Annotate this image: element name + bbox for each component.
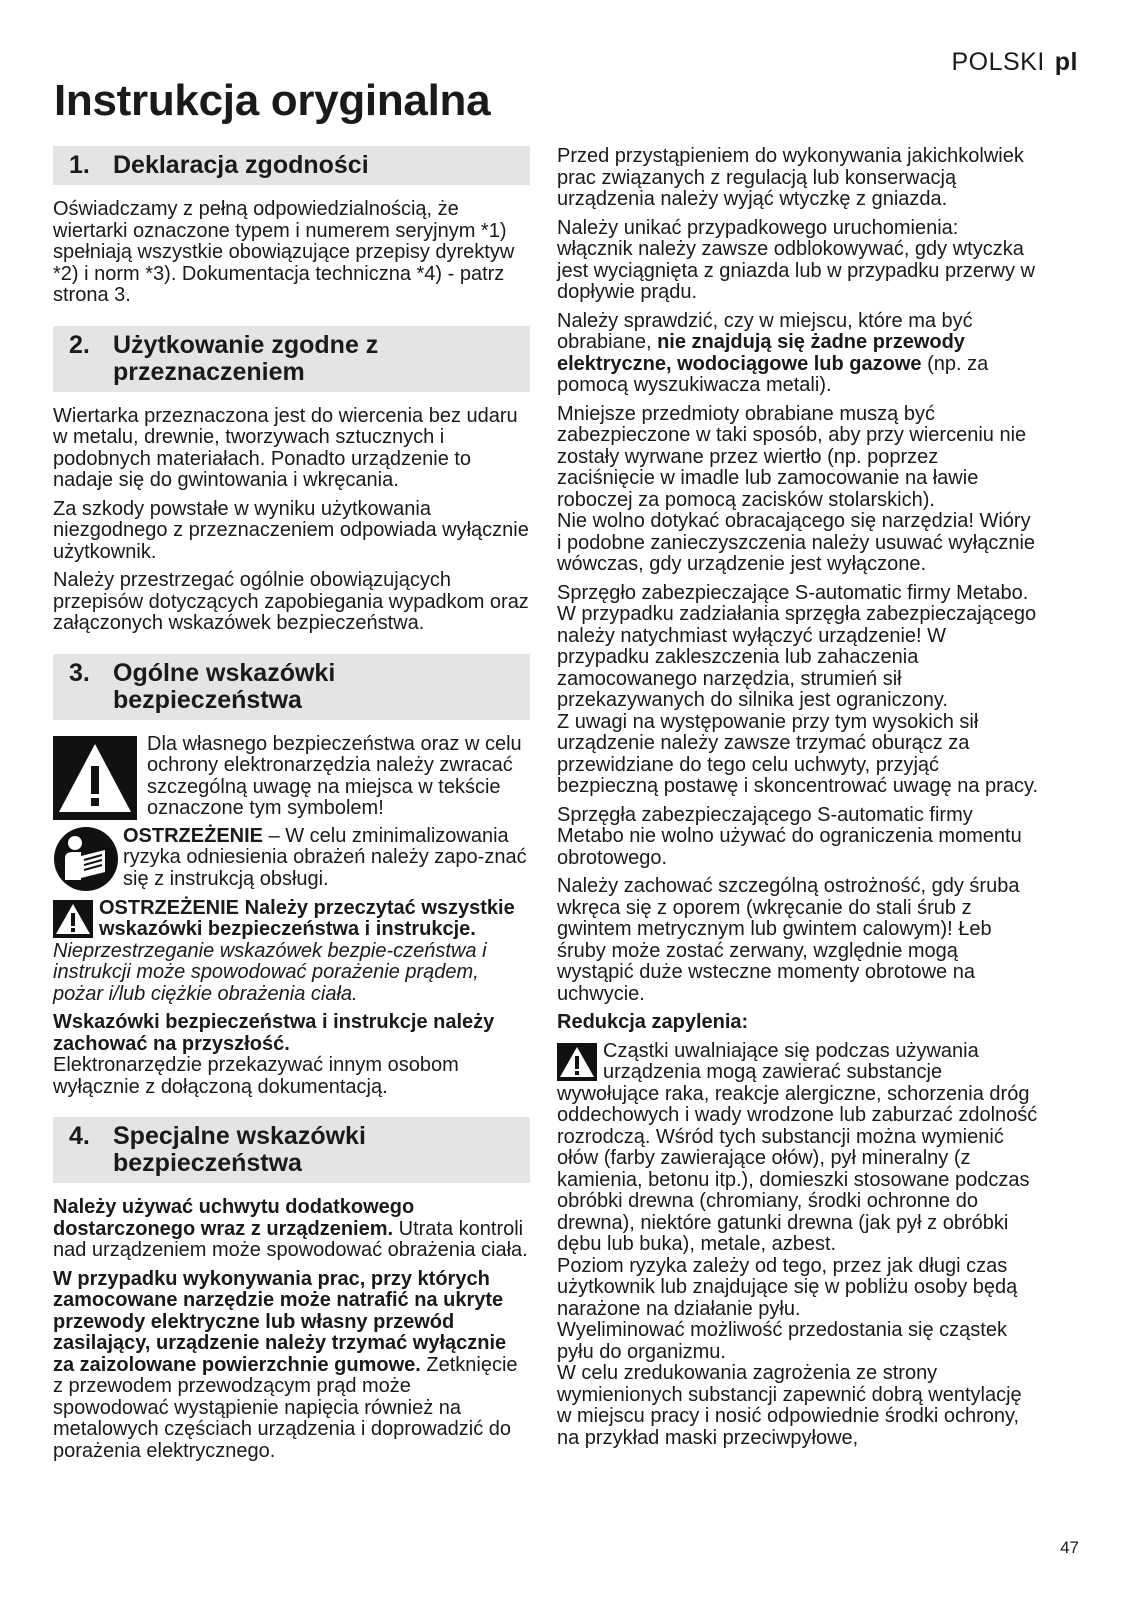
section-1-heading: 1. Deklaracja zgodności [53,146,530,185]
warning-triangle-icon [53,736,137,820]
language-label [951,48,1078,77]
dust-paragraph-3: Wyeliminować możliwość przedostania się cząstek pyłu do organizmu. [557,1319,1007,1363]
left-column [53,146,530,1469]
warning-1-label: OSTRZEŻENIE [123,824,264,847]
keep-instructions-text: Elektronarzędzie przekazywać innym osobom wyłącznie z dołączoną dokumentacją. [53,1054,459,1098]
symbol-explanation-text: Dla własnego bezpieczeństwa oraz w celu ochrony elektronarzędzia należy zwracać szczególną uwagę na miejsca w tekście oznaczone tym symbolem! [147,732,522,819]
right-paragraph-4b: Nie wolno dotykać obracającego się narzędzia! Wióry i podobne zanieczyszczenia należy usuwać wyłącznie wówczas, gdy urządzenie jest wyłączone. [557,510,1036,575]
section-4-paragraph-2: W przypadku wykonywania prac, przy których zamocowane narzędzie może natrafić na ukryte przewody elektryczne lub własny przewód zasilający, urządzenie należy trzymać wyłącznie za zaizolowane powierzchnie gumowe. Zetknięcie z przewodem przewodzącym prąd może spowodować wystąpienie napięcia również na metalowych częściach urządzenia i doprowadzić do porażenia elektrycznego. [53,1267,518,1462]
warning-triangle-small-icon [53,900,93,938]
right-paragraph-6: Sprzęgła zabezpieczającego S-automatic firmy Metabo nie wolno używać do ograniczenia momentu obrotowego. [557,803,1022,869]
dust-heading: Redukcja zapylenia: [557,1011,749,1033]
warning-triangle-small-icon [557,1043,597,1081]
section-4-paragraph-1: Należy używać uchwytu dodatkowego dostarczonego wraz z urządzeniem. Utrata kontroli nad urządzeniem może spowodować obrażenia ciała. [53,1196,528,1261]
keep-instructions-bold: Wskazówki bezpieczeństwa i instrukcje należy zachować na przyszłość. [53,1011,495,1055]
read-manual-warning [53,826,530,892]
right-column [557,146,1039,1449]
right-paragraph-7: Należy zachować szczególną ostrożność, gdy śruba wkręca się z oporem (wkręcanie do stali śrub z gwintem metrycznym lub gwintem calowym)! Łeb śruby może zostać zerwany, względnie mogą wystąpić duże wsteczne momenty obrotowe na uchwycie. [557,875,1020,1005]
language-name: POLSKI [951,48,1045,76]
warning-2-bold: OSTRZEŻENIE Należy przeczytać wszystkie wskazówki bezpieczeństwa i instrukcje. [99,896,515,940]
symbol-explanation [53,734,530,820]
warning-2-paragraph [53,898,530,1006]
section-2-heading: 2. Użytkowanie zgodne z przeznaczeniem [53,326,530,392]
section-2-paragraph-1: Wiertarka przeznaczona jest do wiercenia bez udaru w metalu, drewnie, tworzywach sztucznych i podobnych materiałach. Ponadto urządzenie to nadaje się do gwintowania i wkręcania. [53,404,518,491]
warning-2-italic: Nieprzestrzeganie wskazówek bezpie-czeństwa i instrukcji może spowodować porażenie prądem, pożar i/lub ciężkie obrażenia ciała. [53,939,487,1005]
right-paragraph-1: Przed przystąpieniem do wykonywania jakichkolwiek prac związanych z regulacją lub konserwacją urządzenia należy wyjąć wtyczkę z gniazda. [557,145,1024,210]
section-4-heading: 4. Specjalne wskazówki bezpieczeństwa [53,1117,530,1183]
section-2-paragraph-3: Należy przestrzegać ogólnie obowiązujących przepisów dotyczących zapobiegania wypadkom oraz załączonych wskazówek bezpieczeństwa. [53,569,529,634]
page-title: Instrukcja oryginalna [54,76,491,125]
right-paragraph-5b: Z uwagi na występowanie przy tym wysokich sił urządzenie należy zawsze trzymać oburącz za przewidziane do tego celu uchwyty, przyjąć bezpieczną postawę i skoncentrować uwagę na pracy. [557,710,1039,797]
page-number: 47 [1060,1538,1079,1557]
right-paragraph-4: Mniejsze przedmioty obrabiane muszą być zabezpieczone w taki sposób, aby przy wierceniu nie zostały wyrwane przez wiertło (np. poprzez zaciśnięcie w imadle lub zamocowanie na ławie roboczej za pomocą zacisków stolarskich). [557,402,1027,511]
keep-instructions-paragraph [53,1012,530,1098]
warning-1-text: – W celu zminimalizowania ryzyka odniesienia obrażeń należy zapo-znać się z instrukcją obsługi. [123,824,527,890]
right-paragraph-3: Należy sprawdzić, czy w miejscu, które ma być obrabiane, nie znajdują się żadne przewody elektryczne, wodociągowe lub gazowe (np. za pomocą wyszukiwacza metali). [557,309,989,396]
section-3-heading: 3. Ogólne wskazówki bezpieczeństwa [53,654,530,720]
section-2-paragraph-2: Za szkody powstałe w wyniku użytkowania niezgodnego z przeznaczeniem odpowiada wyłącznie użytkownik. [53,497,529,563]
right-paragraph-5: Sprzęgło zabezpieczające S-automatic firmy Metabo. W przypadku zadziałania sprzęgła zabezpieczającego należy natychmiast wyłączyć urządzenie! W przypadku zakleszczenia lub zahaczenia zamocowanego narzędzia, strumień sił przekazywanych do silnika jest ograniczony. [557,581,1037,711]
dust-paragraph-1: Cząstki uwalniające się podczas używania urządzenia mogą zawierać substancje wywołujące raka, reakcje alergiczne, schorzenia dróg oddechowych i wady wrodzone lub zaburzać zdolność rozrodczą. Wśród tych substancji można wymienić ołów (farby zawierające ołów), pył mineralny (z kamienia, betonu itp.), domieszki stosowane podczas obróbki drewna (chromiany, środki ochronne do drewna), niektóre gatunki drewna (jak pył z obróbki dębu lub buka), metale, azbest. [557,1039,1038,1255]
right-paragraph-2: Należy unikać przypadkowego uruchomienia: włącznik należy zawsze odblokowywać, gdy wtyczka jest wyciągnięta z gniazda lub w przypadku przerwy w dopływie prądu. [557,216,1035,303]
dust-paragraph-2: Poziom ryzyka zależy od tego, przez jak długi czas użytkownik lub znajdujące się w pobliżu osoby będą narażone na działanie pyłu. [557,1254,1018,1320]
language-code: pl [1054,48,1078,76]
dust-paragraph-4: W celu zredukowania zagrożenia ze strony wymienionych substancji zapewnić dobrą wentylację w miejscu pracy i nosić odpowiednie środki ochrony, na przykład maski przeciwpyłowe, [557,1362,1022,1449]
section-1-paragraph: Oświadczamy z pełną odpowiedzialnością, że wiertarki oznaczone typem i numerem seryjnym *1) spełniają wszystkie obowiązujące przepisy dyrektyw *2) i norm *3). Dokumentacja techniczna *4) - patrz strona 3. [53,198,515,306]
read-manual-icon [53,826,119,892]
